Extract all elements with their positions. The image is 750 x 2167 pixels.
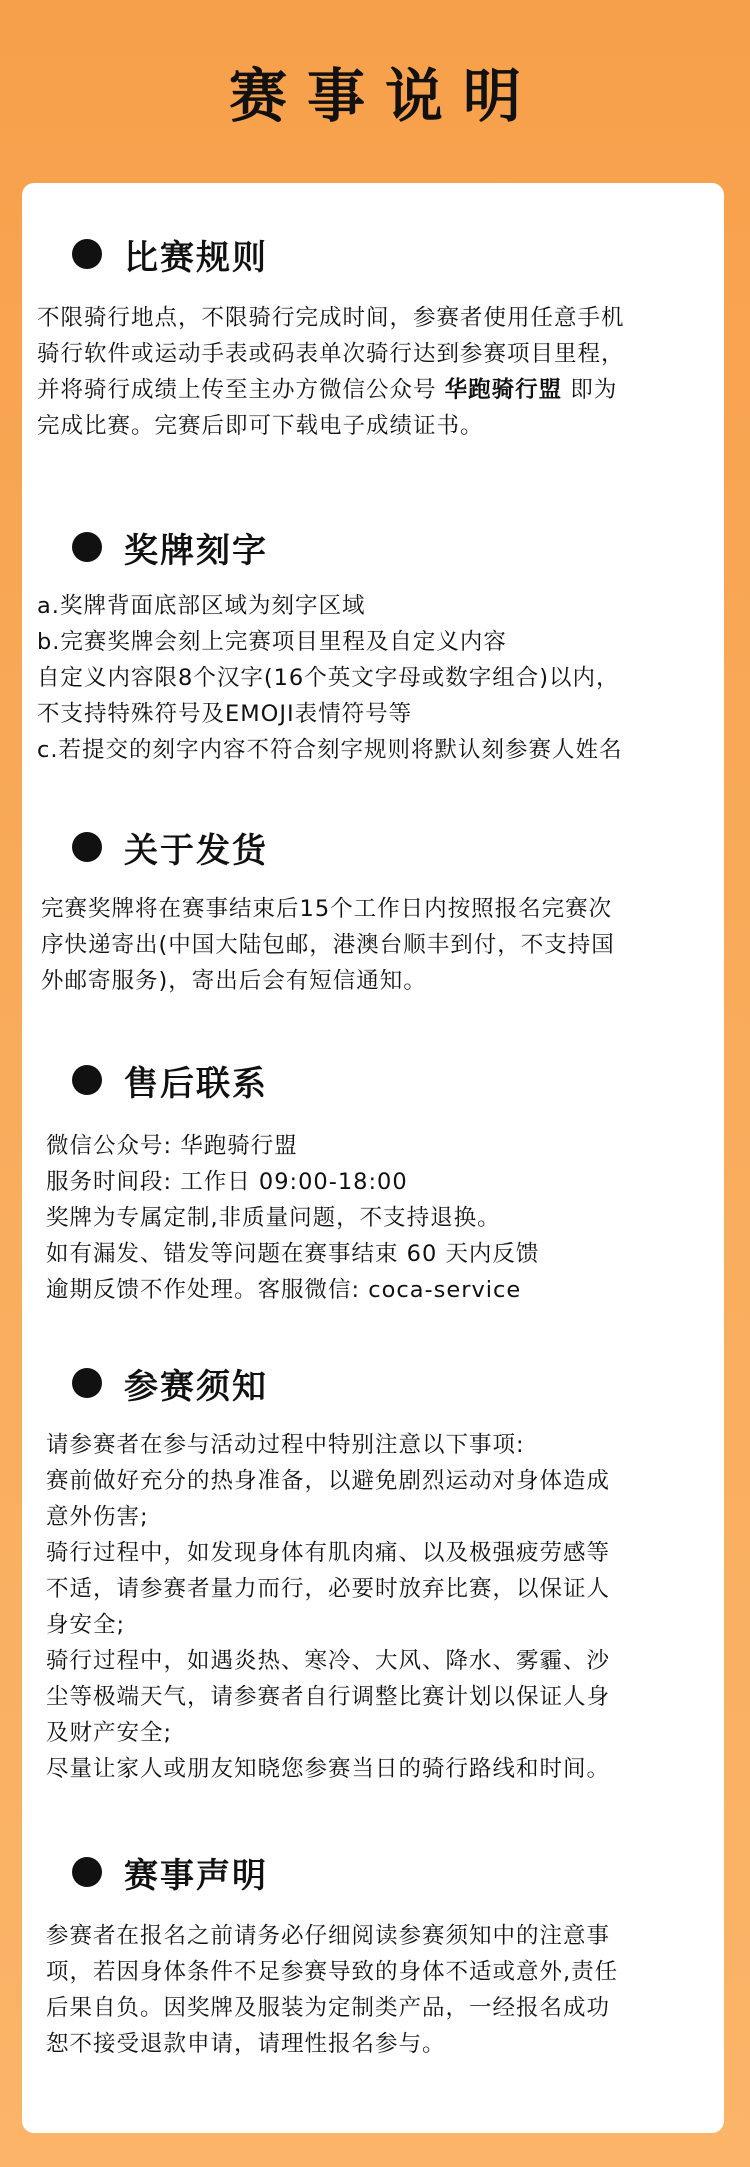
text-line: 微信公众号: 华跑骑行盟	[46, 1133, 298, 1159]
section-heading-rules	[72, 232, 268, 276]
section-heading-statement	[72, 1850, 268, 1894]
text-line: 完赛奖牌将在赛事结束后15个工作日内按照报名完赛次	[41, 896, 613, 922]
section-title-engraving: 奖牌刻字	[124, 530, 268, 571]
bullet-dot-icon	[72, 832, 102, 862]
content-card	[22, 183, 724, 2133]
section-heading-shipping	[72, 825, 268, 869]
text-line: 身安全;	[46, 1612, 126, 1638]
section-title-notice: 参赛须知	[124, 1366, 268, 1407]
account-name-emphasis: 华跑骑行盟	[444, 377, 563, 403]
text-line: a.奖牌背面底部区域为刻字区域	[37, 593, 366, 619]
text-line: 自定义内容限8个汉字(16个英文字母或数字组合)以内，	[37, 665, 620, 691]
section-body-notice	[46, 1427, 726, 1787]
text-line: 及财产安全;	[46, 1720, 173, 1746]
section-heading-notice	[72, 1361, 268, 1405]
bullet-dot-icon	[72, 1065, 102, 1095]
bullet-dot-icon	[72, 1368, 102, 1398]
text-line: b.完赛奖牌会刻上完赛项目里程及自定义内容	[37, 629, 507, 655]
text-line: 尽量让家人或朋友知晓您参赛当日的骑行路线和时间。	[46, 1756, 611, 1782]
text-line: 奖牌为专属定制,非质量问题，不支持退换。	[46, 1205, 501, 1231]
section-body-rules	[37, 300, 717, 444]
text-line: 不限骑行地点，不限骑行完成时间，参赛者使用任意手机	[37, 305, 625, 331]
section-heading-after-sales	[72, 1058, 268, 1102]
text-line: 不支持特殊符号及EMOJI表情符号等	[37, 701, 413, 727]
text-segment: 并将骑行成绩上传至主办方微信公众号	[37, 377, 445, 403]
section-body-shipping	[41, 891, 721, 999]
text-line: 不适，请参赛者量力而行，必要时放弃比赛，以保证人	[46, 1576, 611, 1602]
text-line: 骑行软件或运动手表或码表单次骑行达到参赛项目里程，	[37, 341, 625, 367]
section-heading-engraving	[72, 525, 268, 569]
section-body-statement	[46, 1918, 726, 2062]
text-segment: 即为	[562, 377, 618, 403]
text-line: 请参赛者在参与活动过程中特别注意以下事项:	[46, 1432, 525, 1458]
section-title-after-sales: 售后联系	[124, 1063, 268, 1104]
bullet-dot-icon	[72, 239, 102, 269]
section-title-statement: 赛事声明	[124, 1855, 268, 1896]
text-line: 逾期反馈不作处理。客服微信: coca-service	[46, 1277, 522, 1303]
text-line: 赛前做好充分的热身准备，以避免剧烈运动对身体造成	[46, 1468, 611, 1494]
section-body-engraving	[37, 588, 717, 768]
page-title: 赛事说明	[228, 62, 541, 130]
text-line: 骑行过程中，如发现身体有肌肉痛、以及极强疲劳感等	[46, 1540, 611, 1566]
text-line: 恕不接受退款申请，请理性报名参与。	[46, 2031, 446, 2057]
text-line: 完成比赛。完赛后即可下载电子成绩证书。	[37, 413, 484, 439]
section-title-rules: 比赛规则	[124, 237, 268, 278]
bullet-dot-icon	[72, 1857, 102, 1887]
text-line: 序快递寄出(中国大陆包邮，港澳台顺丰到付，不支持国	[41, 932, 615, 958]
text-line: 如有漏发、错发等问题在赛事结束 60 天内反馈	[46, 1241, 540, 1267]
text-line: 后果自负。因奖牌及服装为定制类产品，一经报名成功	[46, 1995, 611, 2021]
text-line: c.若提交的刻字内容不符合刻字规则将默认刻参赛人姓名	[37, 737, 623, 763]
text-line	[37, 372, 717, 408]
text-line: 参赛者在报名之前请务必仔细阅读参赛须知中的注意事	[46, 1923, 611, 1949]
text-line: 意外伤害;	[46, 1504, 149, 1530]
text-line: 外邮寄服务)，寄出后会有短信通知。	[41, 968, 427, 994]
text-line: 服务时间段: 工作日 09:00-18:00	[46, 1169, 408, 1195]
section-title-shipping: 关于发货	[124, 830, 268, 871]
bullet-dot-icon	[72, 532, 102, 562]
section-body-after-sales	[46, 1128, 726, 1308]
text-line: 骑行过程中，如遇炎热、寒冷、大风、降水、雾霾、沙	[46, 1648, 611, 1674]
text-line: 尘等极端天气，请参赛者自行调整比赛计划以保证人身	[46, 1684, 611, 1710]
text-line: 项，若因身体条件不足参赛导致的身体不适或意外,责任	[46, 1959, 619, 1985]
